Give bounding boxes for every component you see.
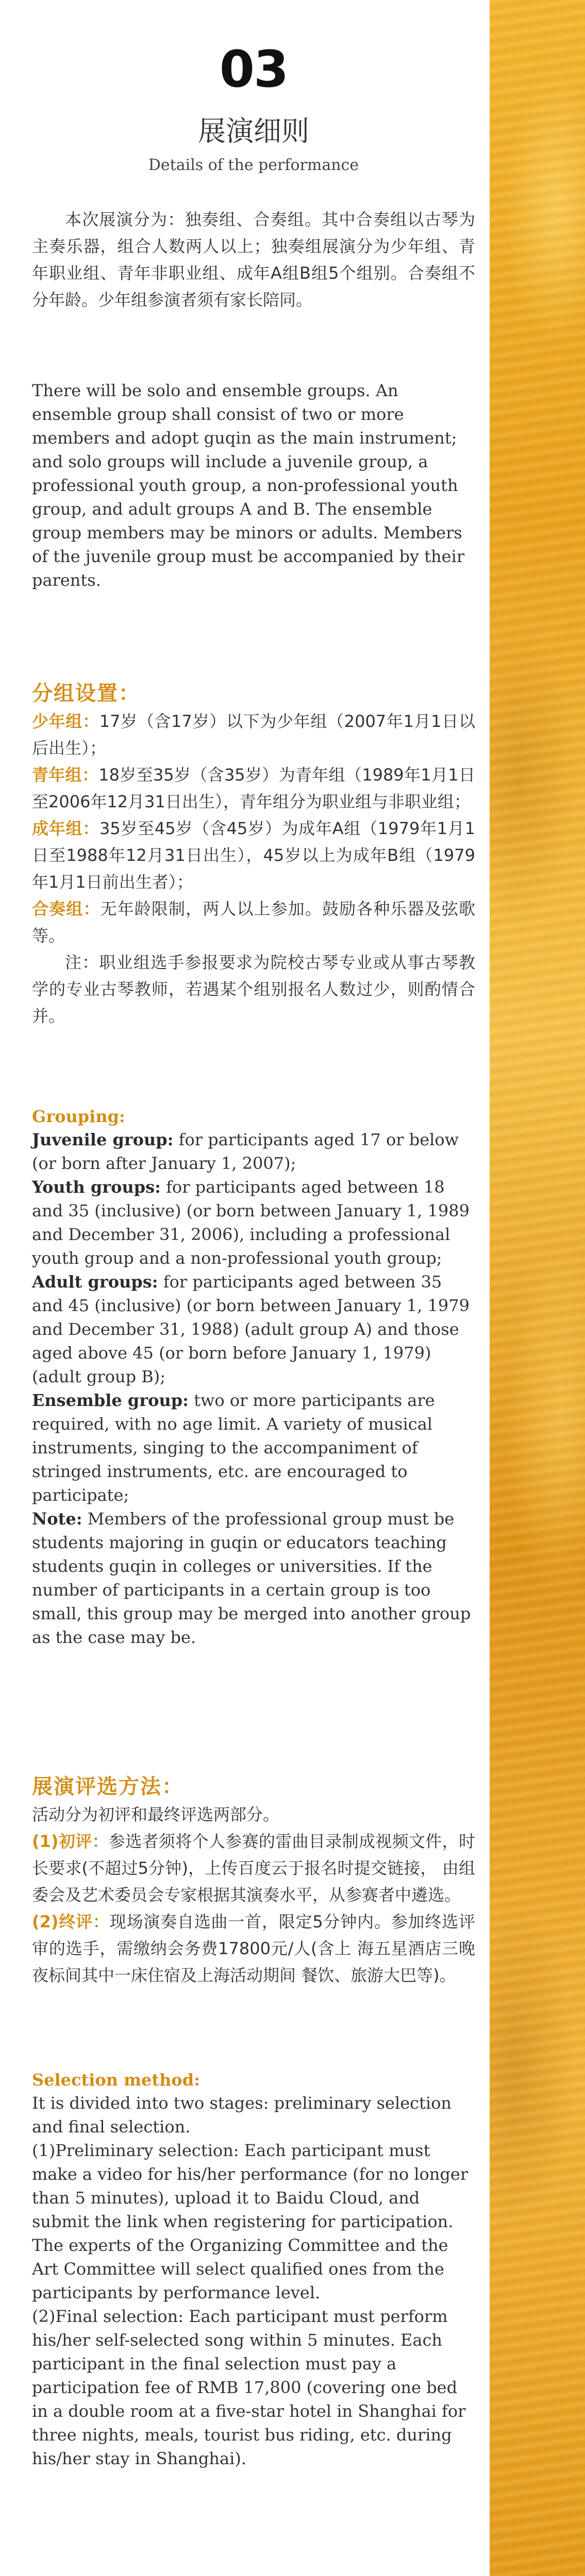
grouping-en-block (32, 1105, 475, 1649)
grouping-en-label: Juvenile group: (32, 1130, 174, 1149)
selection-en-item: (2)Final selection: Each participant must perform his/her self-selected song within 5 minutes. Each participant in the final selection must pay a participation fee of RMB 17,800 (covering one bed in a double room at a five-star hotel in Shanghai for three nights, meals, tourist bus riding, etc. during his/her stay in Shanghai). (32, 2307, 466, 2468)
intro-cn-text: 本次展演分为：独奏组、合奏组。其中合奏组以古琴为主奏乐器，组合人数两人以上；独奏组展演分为少年组、青年职业组、青年非职业组、成年A组B组5个组别。合奏组不分年龄。少年组参演者须有家长陪同。 (32, 210, 475, 310)
grouping-cn-label: 合奏组： (32, 899, 101, 919)
grouping-cn-item (32, 895, 475, 949)
selection-cn-text: 现场演奏自选曲一首，限定5分钟内。参加终选评审的选手，需缴纳会务费17800元/人(含上 海五星酒店三晚夜标间其中一床住宿及上海活动期间 餐饮、旅游大巴等)。 (32, 1912, 475, 1985)
grouping-cn-note: 注：职业组选手参报要求为院校古琴专业或从事古琴教学的专业古琴教师，若遇某个组别报名人数过少，则酌情合并。 (32, 953, 475, 1026)
grouping-cn-text: 35岁至45岁（含45岁）为成年A组（1979年1月1日至1988年12月31日出生），45岁以上为成年B组（1979年1月1日前出生者）； (32, 819, 475, 892)
section-number: 03 (219, 40, 288, 99)
intro-en-block (32, 379, 475, 592)
grouping-en-text: for participants aged 17 or below (or born after January 1, 2007); (32, 1130, 459, 1173)
page-title-cn: 展演细则 (198, 115, 309, 147)
grouping-cn-text: 17岁（含17岁）以下为少年组（2007年1月1日以后出生）； (32, 711, 475, 758)
grouping-cn-block (32, 679, 475, 1029)
grouping-cn-item (32, 815, 475, 895)
grouping-cn-item (32, 761, 475, 815)
selection-en-heading: Selection method: (32, 2070, 200, 2090)
selection-cn-heading: 展演评选方法： (32, 1775, 183, 1799)
grouping-en-text: Members of the professional group must be students majoring in guqin or educators teaching students guqin in colleges or universities. If the number of participants in a certain group is too small, this group may be merged into another group as the case may be. (32, 1509, 471, 1647)
selection-cn-label: (2)终评： (32, 1912, 110, 1931)
intro-en-text: There will be solo and ensemble groups. An ensemble group shall consist of two or more members and adopt guqin as the main instrument; and solo groups will include a juvenile group, a professional youth group, a non-professional youth group, and adult groups A and B. The ensemble group members may be minors or adults. Members of the juvenile group must be accompanied by their parents. (32, 381, 465, 590)
grouping-en-label: Note: (32, 1509, 82, 1529)
grouping-en-item (32, 1270, 475, 1388)
selection-cn-item (32, 1908, 475, 1989)
grouping-en-label: Ensemble group: (32, 1391, 189, 1410)
grouping-en-item (32, 1175, 475, 1270)
grouping-en-item (32, 1388, 475, 1507)
grouping-cn-heading: 分组设置： (32, 682, 140, 705)
selection-cn-text: 参选者须将个人参赛的雷曲目录制成视频文件，时长要求(不超过5分钟)，上传百度云于报名时提交链接， 由组委会及艺术委员会专家根据其演奏水平，从参赛者中遴选。 (32, 1832, 475, 1905)
gold-decorative-band (490, 0, 585, 2576)
grouping-en-text: for participants aged between 18 and 35 (inclusive) (or born between January 1, 1989 and December 31, 2006), including a professional youth group and a non-professional youth group; (32, 1177, 470, 1268)
grouping-en-item (32, 1507, 475, 1649)
grouping-en-text: two or more participants are required, with no age limit. A variety of musical instruments, singing to the accompaniment of stringed instruments, etc. are encouraged to participate; (32, 1391, 435, 1505)
selection-en-item: (1)Preliminary selection: Each participant must make a video for his/her performance (for no longer than 5 minutes), upload it to Baidu Cloud, and submit the link when registering for participation. The experts of the Organizing Committee and the Art Committee will select qualified ones from the participants by performance level. (32, 2141, 469, 2302)
grouping-en-heading: Grouping: (32, 1107, 125, 1126)
page-title-en: Details of the performance (148, 156, 359, 174)
grouping-en-item (32, 1128, 475, 1175)
selection-en-block (32, 2069, 475, 2470)
selection-cn-intro: 活动分为初评和最终评选两部分。 (32, 1805, 280, 1824)
grouping-cn-text: 18岁至35岁（含35岁）为青年组（1989年1月1日至2006年12月31日出生），青年组分为职业组与非职业组； (32, 765, 475, 811)
grouping-en-text: for participants aged between 35 and 45 (inclusive) (or born between January 1, 1979 and December 31, 1988) (adult group A) and those aged above 45 (or born before January 1, 1979) (adult group B); (32, 1272, 470, 1386)
selection-en-intro: It is divided into two stages: preliminary selection and final selection. (32, 2093, 452, 2137)
grouping-cn-text: 无年龄限制，两人以上参加。鼓励各种乐器及弦歌等。 (32, 899, 475, 945)
grouping-en-label: Adult groups: (32, 1272, 158, 1292)
selection-cn-block (32, 1772, 475, 1989)
grouping-cn-label: 少年组： (32, 711, 99, 731)
grouping-cn-label: 青年组： (32, 765, 99, 785)
grouping-en-label: Youth groups: (32, 1177, 161, 1197)
selection-cn-item (32, 1828, 475, 1908)
intro-cn-block (32, 206, 475, 313)
selection-cn-label: (1)初评： (32, 1832, 109, 1851)
grouping-cn-label: 成年组： (32, 819, 99, 838)
grouping-cn-item (32, 708, 475, 761)
